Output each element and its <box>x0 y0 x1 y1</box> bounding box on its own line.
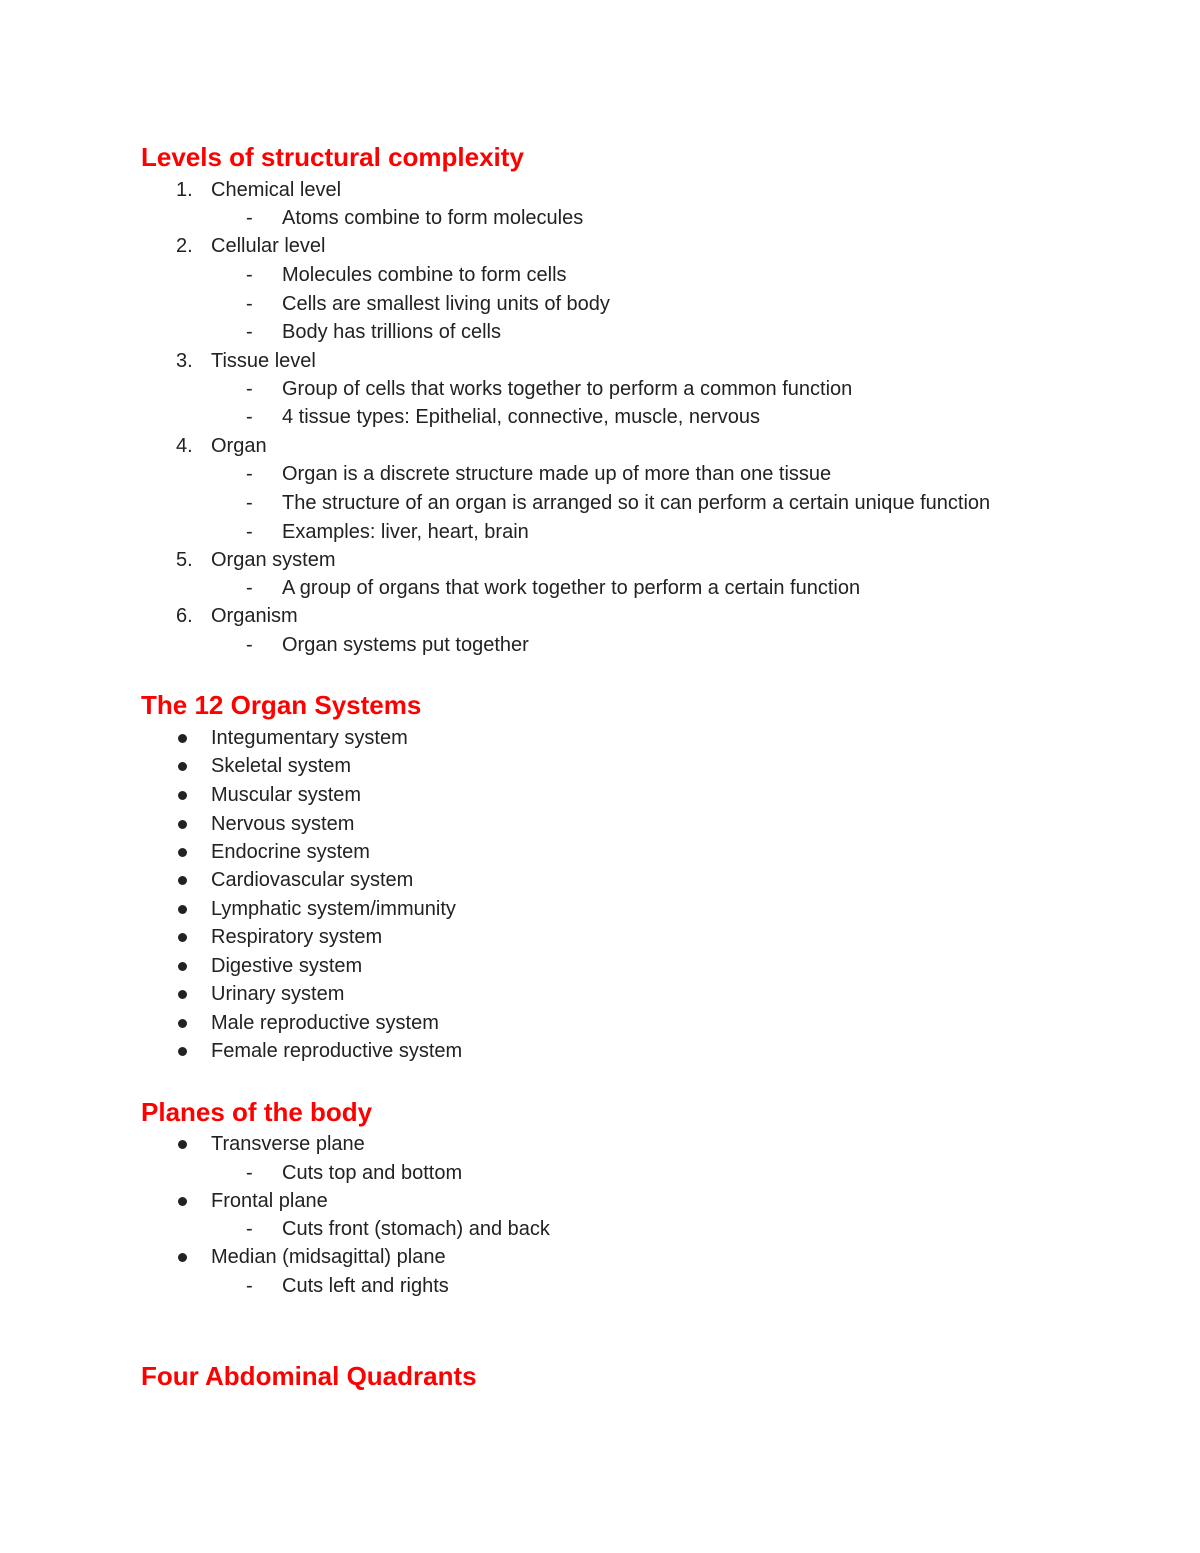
sub-item: Examples: liver, heart, brain <box>282 521 529 543</box>
list-item: Organ system <box>211 549 336 571</box>
list-item: Organ <box>211 435 267 457</box>
dash-marker: - <box>246 321 253 343</box>
dash-marker: - <box>246 634 253 656</box>
list-number: 1. <box>176 179 193 201</box>
list-item: Male reproductive system <box>211 1012 439 1034</box>
dash-marker: - <box>246 521 253 543</box>
list-item: Tissue level <box>211 350 316 372</box>
bullet-icon <box>178 1253 187 1262</box>
bullet-icon <box>178 876 187 885</box>
heading-planes: Planes of the body <box>141 1097 373 1127</box>
bullet-icon <box>178 820 187 829</box>
list-number: 6. <box>176 605 193 627</box>
list-item: Cardiovascular system <box>211 869 414 891</box>
sub-item: Cuts top and bottom <box>282 1162 463 1184</box>
list-number: 3. <box>176 350 193 372</box>
dash-marker: - <box>246 207 253 229</box>
sub-item: A group of organs that work together to perform a certain function <box>282 577 861 599</box>
dash-marker: - <box>246 463 253 485</box>
list-number: 2. <box>176 235 193 257</box>
sub-item: Atoms combine to form molecules <box>282 207 584 229</box>
list-number: 4. <box>176 435 193 457</box>
dash-marker: - <box>246 264 253 286</box>
list-item: Organism <box>211 605 298 627</box>
dash-marker: - <box>246 1275 253 1297</box>
list-item: Transverse plane <box>211 1133 365 1155</box>
list-item: Urinary system <box>211 983 345 1005</box>
bullet-icon <box>178 1197 187 1206</box>
list-item: Nervous system <box>211 813 355 835</box>
list-item: Chemical level <box>211 179 342 201</box>
sub-item: 4 tissue types: Epithelial, connective, muscle, nervous <box>282 406 761 428</box>
list-item: Cellular level <box>211 235 326 257</box>
bullet-icon <box>178 962 187 971</box>
sub-item: Cuts left and rights <box>282 1275 449 1297</box>
sub-item: Cuts front (stomach) and back <box>282 1218 550 1240</box>
list-item: Digestive system <box>211 955 363 977</box>
bullet-icon <box>178 905 187 914</box>
list-item: Endocrine system <box>211 841 370 863</box>
sub-item: Organ systems put together <box>282 634 529 656</box>
sub-item: Body has trillions of cells <box>282 321 501 343</box>
bullet-icon <box>178 1140 187 1149</box>
bullet-icon <box>178 762 187 771</box>
heading-levels: Levels of structural complexity <box>141 142 524 172</box>
sub-item: Group of cells that works together to perform a common function <box>282 378 853 400</box>
bullet-icon <box>178 734 187 743</box>
list-number: 5. <box>176 549 193 571</box>
list-item: Respiratory system <box>211 926 383 948</box>
list-item: Frontal plane <box>211 1190 328 1212</box>
heading-organ-systems: The 12 Organ Systems <box>141 690 422 720</box>
bullet-icon <box>178 848 187 857</box>
dash-marker: - <box>246 492 253 514</box>
bullet-icon <box>178 791 187 800</box>
dash-marker: - <box>246 378 253 400</box>
sub-item: Cells are smallest living units of body <box>282 293 610 315</box>
dash-marker: - <box>246 293 253 315</box>
list-item: Muscular system <box>211 784 362 806</box>
list-item: Lymphatic system/immunity <box>211 898 456 920</box>
sub-item: The structure of an organ is arranged so it can perform a certain unique function <box>282 492 991 514</box>
heading-quadrants: Four Abdominal Quadrants <box>141 1361 477 1391</box>
list-item: Integumentary system <box>211 727 408 749</box>
bullet-icon <box>178 990 187 999</box>
dash-marker: - <box>246 1162 253 1184</box>
bullet-icon <box>178 1047 187 1056</box>
bullet-icon <box>178 1019 187 1028</box>
sub-item: Organ is a discrete structure made up of more than one tissue <box>282 463 832 485</box>
dash-marker: - <box>246 1218 253 1240</box>
bullet-icon <box>178 933 187 942</box>
sub-item: Molecules combine to form cells <box>282 264 567 286</box>
list-item: Skeletal system <box>211 755 352 777</box>
dash-marker: - <box>246 577 253 599</box>
dash-marker: - <box>246 406 253 428</box>
list-item: Median (midsagittal) plane <box>211 1246 446 1268</box>
list-item: Female reproductive system <box>211 1040 463 1062</box>
